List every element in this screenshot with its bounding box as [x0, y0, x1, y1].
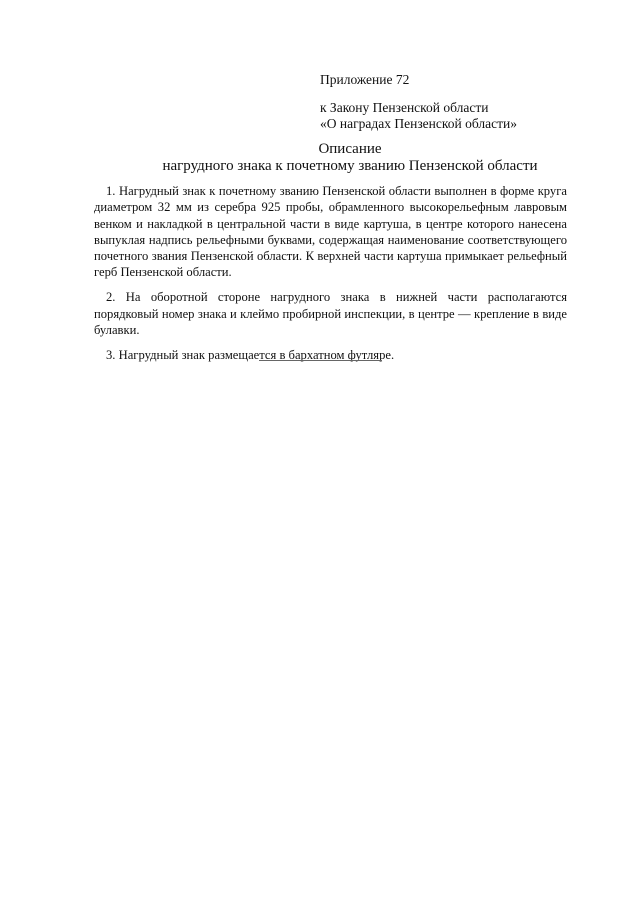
- document-body: [94, 183, 567, 371]
- document-subtitle: нагрудного знака к почетному званию Пензенской области: [162, 158, 538, 174]
- law-reference: [320, 100, 517, 132]
- law-reference-line-2: «О наградах Пензенской области»: [320, 116, 517, 131]
- end-separator-line: [259, 360, 382, 361]
- appendix-number: Приложение 72: [320, 72, 410, 87]
- paragraph-3: 3. Нагрудный знак размещается в бархатном футляре.: [106, 347, 395, 362]
- law-reference-line-1: к Закону Пензенской области: [320, 100, 489, 115]
- paragraph-2: 2. На оборотной стороне нагрудного знака в нижней части располагаются порядковый номер знака и клеймо пробирной инспекции, в центре — крепление в виде булавки.: [94, 290, 567, 337]
- document-title: Описание: [318, 141, 382, 157]
- paragraph-1: 1. Нагрудный знак к почетному званию Пензенской области выполнен в форме круга диаметром 32 мм из серебра 925 пробы, обрамленного высокорельефным лавровым венком и накладкой в центральной части в виде картуша, в центре которого нанесена выпуклая надпись рельефными буквами, содержащая наименование соответствующего почетного звания Пензенской области. К верхней части картуша примыкает рельефный герб Пензенской области.: [94, 184, 567, 280]
